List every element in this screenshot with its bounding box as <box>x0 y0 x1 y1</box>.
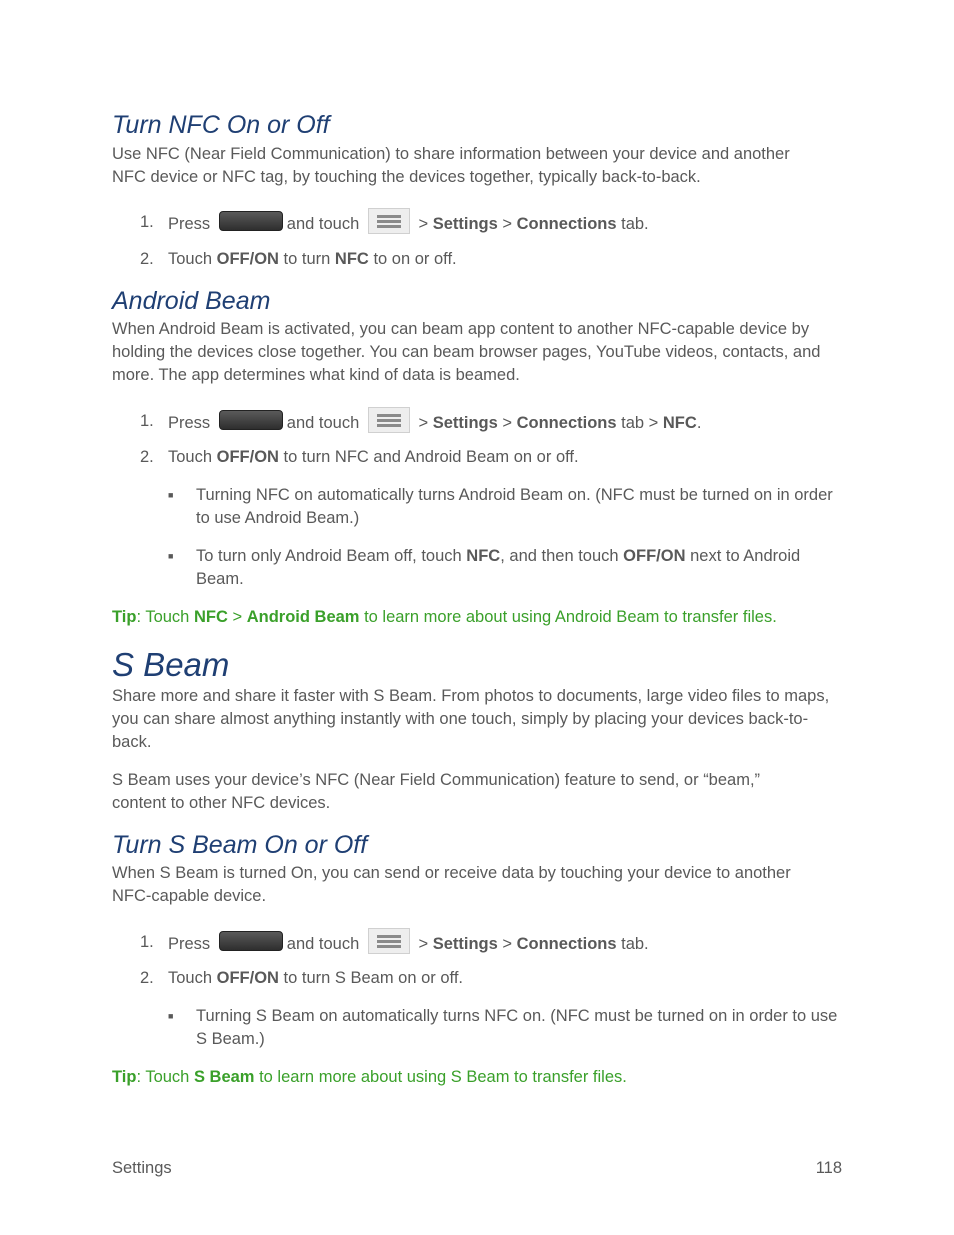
android-beam-tip: Tip: Touch NFC > Android Beam to learn more about using Android Beam to transfer files. <box>112 608 777 626</box>
nfc-intro: Use NFC (Near Field Communication) to share information between your device and another NFC device or NFC tag, by touching the devices together, typically back-to-back. <box>112 145 790 186</box>
step-number: 2. <box>140 448 154 466</box>
step-text: Press and touch > Settings > Connections tab > NFC. <box>168 407 701 435</box>
s-beam-toggle-intro: When S Beam is turned On, you can send or receive data by touching your device to another NFC-capable device. <box>112 864 791 905</box>
step-number: 2. <box>140 969 154 987</box>
android-beam-intro: When Android Beam is activated, you can beam app content to another NFC-capable device by holding the devices close together. You can beam browser pages, YouTube videos, contacts, and more. The app determines what kind of data is beamed. <box>112 320 821 384</box>
home-button-icon <box>219 410 283 430</box>
heading-turn-nfc: Turn NFC On or Off <box>112 111 330 139</box>
bullet-text: Turning S Beam on automatically turns NFC on. (NFC must be turned on in order to use S Beam.) <box>196 1007 838 1048</box>
s-beam-tip: Tip: Touch S Beam to learn more about using S Beam to transfer files. <box>112 1068 627 1086</box>
step-number: 1. <box>140 212 154 231</box>
heading-s-beam: S Beam <box>112 646 230 683</box>
bullet-marker: ■ <box>168 1011 174 1021</box>
home-button-icon <box>219 931 283 951</box>
menu-key-icon <box>368 928 410 954</box>
s-beam-paragraph-2: S Beam uses your device’s NFC (Near Field Communication) feature to send, or “beam,” content to other NFC devices. <box>112 771 761 812</box>
step-number: 2. <box>140 250 154 268</box>
android-beam-step-2 <box>112 446 579 469</box>
s-beam-step-1 <box>112 928 649 956</box>
footer-page-number: 118 <box>815 1159 842 1177</box>
step-text: Press and touch > Settings > Connections tab. <box>168 208 649 236</box>
nfc-step-1 <box>112 208 649 236</box>
step-text: Press and touch > Settings > Connections tab. <box>168 928 649 956</box>
bullet-marker: ■ <box>168 490 174 500</box>
s-beam-bullet-1 <box>112 1005 842 1051</box>
bullet-marker: ■ <box>168 551 174 561</box>
page-footer <box>112 1157 842 1179</box>
step-number: 1. <box>140 932 154 951</box>
step-text: Touch OFF/ON to turn NFC to on or off. <box>168 250 457 268</box>
heading-turn-s-beam: Turn S Beam On or Off <box>112 831 368 859</box>
android-beam-bullet-1 <box>112 484 842 530</box>
step-text: Touch OFF/ON to turn S Beam on or off. <box>168 969 464 987</box>
nfc-step-2 <box>112 248 457 271</box>
step-text: Touch OFF/ON to turn NFC and Android Beam on or off. <box>168 448 579 466</box>
footer-section-name: Settings <box>112 1159 172 1177</box>
home-button-icon <box>219 211 283 231</box>
heading-android-beam: Android Beam <box>112 287 271 315</box>
s-beam-paragraph-1: Share more and share it faster with S Beam. From photos to documents, large video files to maps, you can share almost anything instantly with one touch, simply by placing your devices back-to-back. <box>112 687 830 751</box>
step-number: 1. <box>140 411 154 430</box>
bullet-text: To turn only Android Beam off, touch NFC, and then touch OFF/ON next to Android Beam. <box>196 547 801 588</box>
android-beam-step-1 <box>112 407 701 435</box>
bullet-text: Turning NFC on automatically turns Android Beam on. (NFC must be turned on in order to use Android Beam.) <box>196 486 833 527</box>
android-beam-bullet-2 <box>112 545 842 591</box>
s-beam-step-2 <box>112 967 463 990</box>
menu-key-icon <box>368 208 410 234</box>
menu-key-icon <box>368 407 410 433</box>
